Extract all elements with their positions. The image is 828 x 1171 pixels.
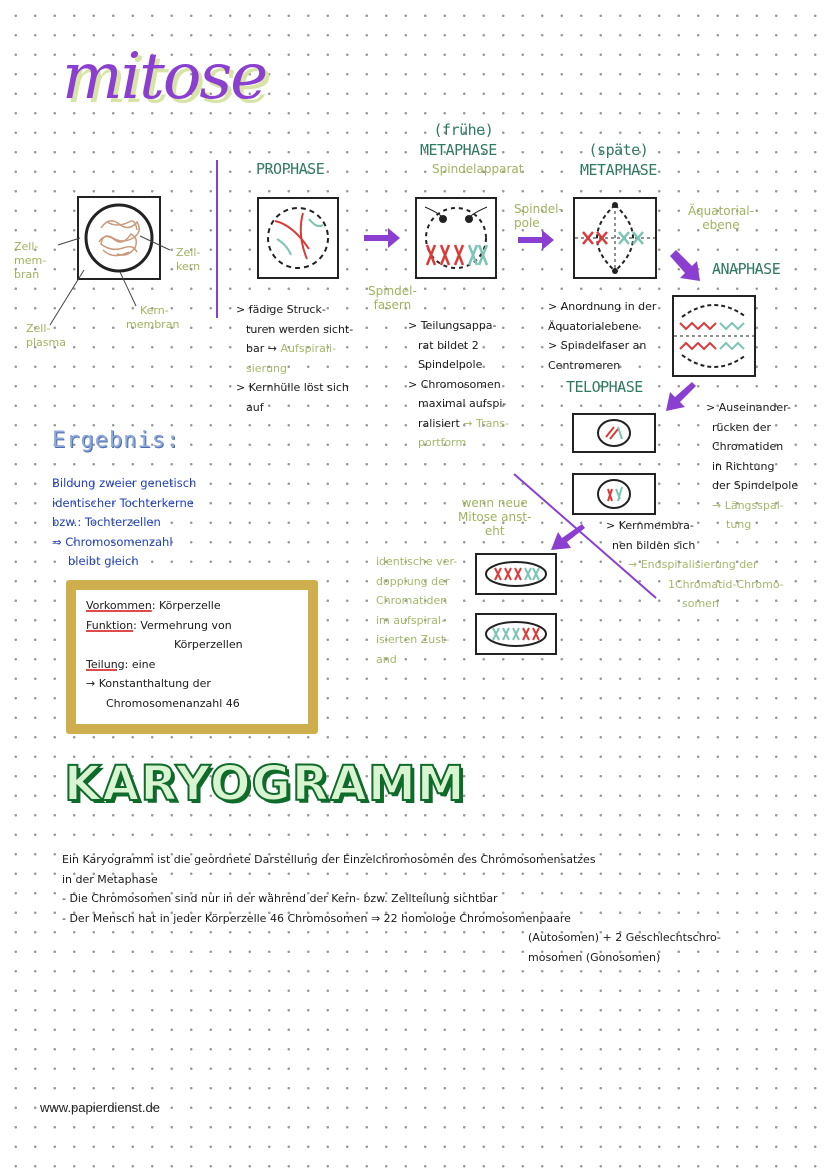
spaete-metaphase-title: (späte) METAPHASE xyxy=(580,141,657,179)
label-spindelpole: Spindel- pole xyxy=(514,202,563,230)
prophase-notes: > fädige Struck- turen werden sicht- bar → Aufspirali- sierung > Kernhülle löst sich auf xyxy=(236,303,354,414)
anaphase-title: ANAPHASE xyxy=(712,260,781,278)
prophase-icon xyxy=(259,199,337,277)
fruehe-metaphase-notes: > Teilungsappa- rat bildet 2 Spindelpole > Chromosomen maximal aufspi- ralisiert → Trans- portform xyxy=(408,319,510,449)
karyogramm-title: KARYOGRAMM xyxy=(64,756,466,812)
arrow-down-left-icon xyxy=(664,380,698,414)
telophase-notes: > Kernmembra- nen bilden sich → Endspiralisierung der 1Chromatid-Chromo- somen xyxy=(606,519,784,610)
prophase-title: PROPHASE xyxy=(256,160,325,178)
chromatid-cell-icon xyxy=(477,555,555,593)
summary-box: Vorkommen: Körperzelle Funktion: Vermehrung von Körperzellen Teilung: eine → Konstanthaltung der Chromosomenanzahl 46 xyxy=(66,580,318,734)
arrow-right-icon xyxy=(362,226,402,250)
cell-label-lines xyxy=(0,0,220,360)
arrow-down-left-icon xyxy=(550,522,586,554)
verdopplung-diagram-2 xyxy=(475,613,557,655)
karyogramm-text: Ein Karyogramm ist die geordnete Darstellung der Einzelchromosomen des Chromosomensatzes in der Metaphase - Die Chromosomen sind nur in der während der Kern- bzw. Zellteilung sichtbar - Der Mensch hat in jeder Körperzelle 46 Chromosomen ⇒ 22 homologe Chromosomenpaare (Autosomen) + 2 Geschlechtschro- mosomen (Gonosomen) xyxy=(62,853,721,964)
prophase-diagram xyxy=(257,197,339,279)
label-spindelapparat: Spindelapparat xyxy=(432,162,524,176)
fruehe-metaphase-icon xyxy=(417,199,495,277)
label-zellmembran: Zell- mem- bran xyxy=(14,240,47,281)
spaete-metaphase-diagram xyxy=(573,197,657,279)
anaphase-icon xyxy=(674,297,754,375)
label-wenn-neue-mitose: wenn neue Mitose anst- eht xyxy=(458,496,532,538)
label-zellplasma: Zell- plasma xyxy=(26,322,66,349)
verdopplung-notes: identische ver- dopplung der Chromatiden im aufspiral- isierten Zust- and xyxy=(376,555,458,666)
fruehe-metaphase-diagram xyxy=(415,197,497,279)
label-spindelfasern: Spindel- fasern xyxy=(368,284,417,312)
footer-url: www.papierdienst.de xyxy=(40,1100,160,1115)
arrow-down-right-icon xyxy=(668,248,702,286)
anaphase-notes: > Auseinander- rücken der Chromatiden in Richtung der Spindelpole → Längsspal- tung xyxy=(706,401,799,531)
telophase-diagram-1 xyxy=(572,413,656,453)
fruehe-metaphase-title: (frühe) METAPHASE xyxy=(420,121,497,159)
ergebnis-title: Ergebnis: xyxy=(52,428,181,453)
label-aequatorialebene: Äquatorial- ebene xyxy=(688,204,754,232)
verdopplung-diagram-1 xyxy=(475,553,557,595)
spaete-metaphase-notes: > Anordnung in der Äquatorialebene > Spindelfaser an Centromeren xyxy=(548,300,657,372)
label-zellkern: Zell- kern xyxy=(176,246,201,273)
anaphase-diagram xyxy=(672,295,756,377)
spaete-metaphase-icon xyxy=(575,199,655,277)
chromatid-cell-icon xyxy=(477,615,555,653)
page-title: mitose xyxy=(62,40,267,114)
telophase-cell-icon xyxy=(574,415,654,451)
telophase-title: TELOPHASE xyxy=(566,378,643,396)
ergebnis-text: Bildung zweier genetisch identischer Tochterkerne bzw.: Tochterzellen ⇒ Chromosomenzahl bleibt gleich xyxy=(52,476,197,568)
arrow-right-icon xyxy=(516,228,556,252)
label-kernmembran: Kern- membran xyxy=(126,304,180,331)
